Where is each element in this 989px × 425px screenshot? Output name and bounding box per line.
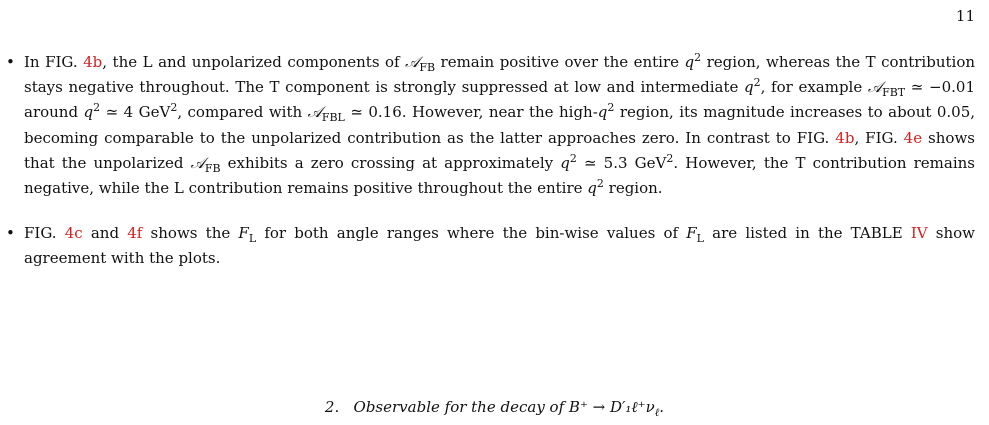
text: region, whereas the T contribution stays negative throughout. The T component is strongly suppressed at low and intermediate <box>24 53 976 97</box>
fig-4c-link[interactable]: 4c <box>64 224 83 243</box>
afbl-subscript: FBL <box>321 111 345 125</box>
bullet-list <box>0 50 989 272</box>
fl-subscript: L <box>696 232 704 246</box>
fig-4b-link[interactable]: 4b <box>83 53 103 71</box>
decay-formula: B⁺ → D′₁ℓ⁺ν <box>568 398 655 416</box>
decay-subscript: ℓ <box>654 406 660 419</box>
text: , the L and unpolarized components of <box>102 53 406 71</box>
fig-4e-link[interactable]: 4e <box>903 128 923 147</box>
text: region, its magnitude increases to about 0.05, becoming comparable to the unpolarized contribution as the latter approaches zero. In contrast to FIG. <box>24 103 976 147</box>
text: shows that the unpolarized <box>24 128 975 172</box>
text: , for example <box>760 78 868 97</box>
q-symbol: q <box>83 103 94 122</box>
afbt-subscript: FBT <box>882 86 906 100</box>
text: show agreement with the plots. <box>24 224 976 268</box>
square-superscript: 2 <box>93 101 101 115</box>
afb-symbol: 𝒜 <box>867 78 883 97</box>
q-symbol: q <box>684 53 695 71</box>
text: shows the <box>142 224 239 243</box>
text: region. <box>603 179 663 198</box>
subsection-title: Observable for the decay of <box>353 398 569 416</box>
bullet-item-afb-discussion <box>0 50 989 201</box>
text: In FIG. <box>24 53 84 71</box>
square-superscript: 2 <box>666 151 674 165</box>
text: are listed in the TABLE <box>703 224 911 243</box>
bullet-item-fl-discussion <box>0 221 989 271</box>
page-number: 11 <box>955 7 975 25</box>
square-superscript: 2 <box>694 51 702 64</box>
text: ≃ 4 GeV <box>100 103 171 122</box>
afb-symbol: 𝒜 <box>405 53 420 71</box>
fl-symbol: F <box>238 224 249 243</box>
text: ≃ 0.16. However, near the high- <box>344 103 598 122</box>
text: remain positive over the entire <box>435 53 685 71</box>
afb-subscript: FB <box>419 61 436 74</box>
square-superscript: 2 <box>569 151 577 165</box>
afb-subscript: FB <box>204 161 221 175</box>
square-superscript: 2 <box>753 76 761 90</box>
bullet-icon: • <box>6 53 15 71</box>
q-symbol: q <box>587 179 597 198</box>
fig-4f-link[interactable]: 4f <box>127 224 143 243</box>
afb-symbol: 𝒜 <box>307 103 322 122</box>
fl-symbol: F <box>686 224 697 243</box>
bullet-icon: • <box>6 224 15 243</box>
text: exhibits a zero crossing at approximately <box>220 153 561 172</box>
text: FIG. <box>24 224 65 243</box>
table-iv-link[interactable]: IV <box>910 224 928 243</box>
square-superscript: 2 <box>170 101 178 115</box>
q-symbol: q <box>744 78 754 97</box>
square-superscript: 2 <box>596 177 604 191</box>
text: . However, the T contribution remains negative, while the L contribution remains positive throughout the entire <box>24 153 975 198</box>
text: , FIG. <box>854 128 904 147</box>
q-symbol: q <box>597 103 608 122</box>
text: ≃ 5.3 GeV <box>576 153 667 172</box>
text: and <box>82 224 128 243</box>
text: for both angle ranges where the bin-wise values of <box>256 224 687 243</box>
fl-subscript: L <box>248 232 257 246</box>
subsection-heading <box>0 398 989 417</box>
text: ≃ −0.01 around <box>24 78 975 122</box>
fig-4b-link[interactable]: 4b <box>835 128 855 147</box>
square-superscript: 2 <box>607 101 615 115</box>
subsection-period: . <box>659 398 665 416</box>
q-symbol: q <box>560 153 570 172</box>
subsection-number: 2. <box>324 398 340 416</box>
text: , compared with <box>177 103 308 122</box>
afb-symbol: 𝒜 <box>190 153 205 172</box>
